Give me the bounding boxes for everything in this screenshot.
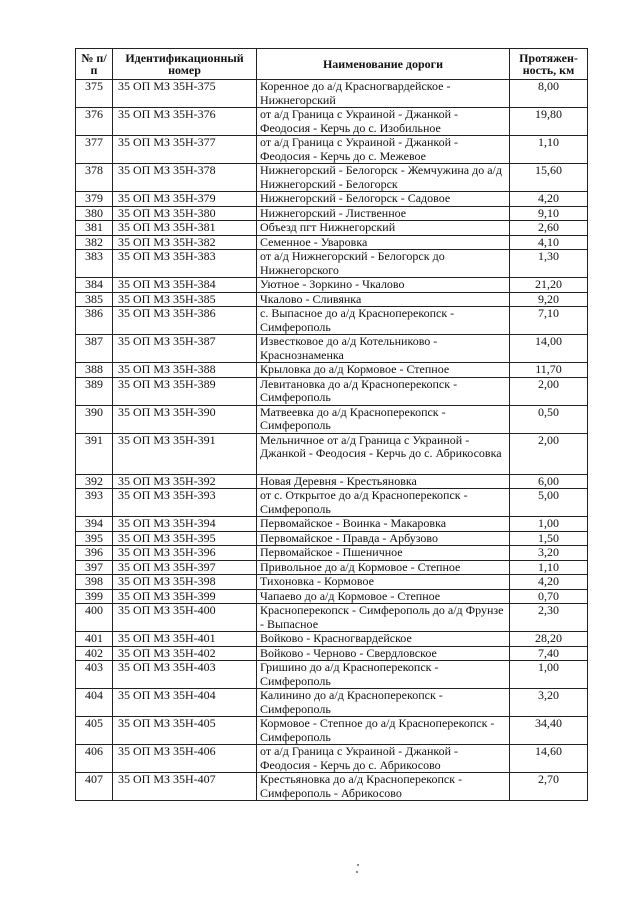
road-length-cell: 9,10 (510, 206, 588, 221)
table-row (76, 717, 588, 745)
road-length-cell: 9,20 (510, 292, 588, 307)
row-number-cell: 405 (76, 717, 113, 745)
table-body (76, 80, 588, 801)
road-id-cell: 35 ОП МЗ 35Н-378 (113, 164, 257, 192)
table-row (76, 689, 588, 717)
road-name-cell: Мельничное от а/д Граница с Украиной - Джанкой - Феодосия - Керчь до с. Абрикосовка (257, 433, 510, 474)
road-length-cell: 2,60 (510, 221, 588, 236)
table-row (76, 377, 588, 405)
table-row (76, 632, 588, 647)
road-name-cell: от а/д Нижнегорский - Белогорск до Нижнегорского (257, 250, 510, 278)
road-length-cell: 1,50 (510, 531, 588, 546)
header-id: Идентификационный номер (113, 49, 257, 80)
row-number-cell: 388 (76, 363, 113, 378)
road-id-cell: 35 ОП МЗ 35Н-400 (113, 604, 257, 632)
row-number-cell: 403 (76, 661, 113, 689)
row-number-cell: 385 (76, 292, 113, 307)
road-length-cell: 5,00 (510, 489, 588, 517)
road-id-cell: 35 ОП МЗ 35Н-402 (113, 646, 257, 661)
row-number-cell: 381 (76, 221, 113, 236)
road-id-cell: 35 ОП МЗ 35Н-399 (113, 589, 257, 604)
road-length-cell: 1,00 (510, 661, 588, 689)
row-number-cell: 404 (76, 689, 113, 717)
road-name-cell: Тихоновка - Кормовое (257, 575, 510, 590)
road-name-cell: с. Выпасное до а/д Красноперекопск - Симферополь (257, 307, 510, 335)
table-row (76, 531, 588, 546)
road-name-cell: Матвеевка до а/д Красноперекопск - Симферополь (257, 405, 510, 433)
road-id-cell: 35 ОП МЗ 35Н-390 (113, 405, 257, 433)
road-id-cell: 35 ОП МЗ 35Н-384 (113, 278, 257, 293)
road-id-cell: 35 ОП МЗ 35Н-401 (113, 632, 257, 647)
road-id-cell: 35 ОП МЗ 35Н-397 (113, 560, 257, 575)
road-length-cell: 1,30 (510, 250, 588, 278)
road-id-cell: 35 ОП МЗ 35Н-407 (113, 773, 257, 801)
road-length-cell: 2,30 (510, 604, 588, 632)
row-number-cell: 378 (76, 164, 113, 192)
road-length-cell: 1,10 (510, 136, 588, 164)
row-number-cell: 386 (76, 307, 113, 335)
road-id-cell: 35 ОП МЗ 35Н-388 (113, 363, 257, 378)
table-row (76, 661, 588, 689)
road-name-cell: Нижнегорский - Белогорск - Жемчужина до а/д Нижнегорский - Белогорск (257, 164, 510, 192)
road-name-cell: Привольное до а/д Кормовое - Степное (257, 560, 510, 575)
road-name-cell: от а/д Граница с Украиной - Джанкой - Феодосия - Керчь до с. Изобильное (257, 108, 510, 136)
roads-table (75, 48, 588, 801)
road-name-cell: Красноперекопск - Симферополь до а/д Фрунзе - Выпасное (257, 604, 510, 632)
row-number-cell: 383 (76, 250, 113, 278)
road-name-cell: Чапаево до а/д Кормовое - Степное (257, 589, 510, 604)
road-name-cell: от а/д Граница с Украиной - Джанкой - Феодосия - Керчь до с. Межевое (257, 136, 510, 164)
road-id-cell: 35 ОП МЗ 35Н-393 (113, 489, 257, 517)
road-length-cell: 8,00 (510, 80, 588, 108)
scan-speck (356, 871, 358, 873)
table-row (76, 474, 588, 489)
road-id-cell: 35 ОП МЗ 35Н-396 (113, 546, 257, 561)
row-number-cell: 398 (76, 575, 113, 590)
road-length-cell: 2,00 (510, 433, 588, 474)
table-row (76, 517, 588, 532)
road-name-cell: Крыловка до а/д Кормовое - Степное (257, 363, 510, 378)
road-length-cell: 28,20 (510, 632, 588, 647)
row-number-cell: 376 (76, 108, 113, 136)
table-row (76, 433, 588, 474)
table-row (76, 745, 588, 773)
header-length: Протяжен-ность, км (510, 49, 588, 80)
road-length-cell: 11,70 (510, 363, 588, 378)
road-name-cell: Войково - Красногвардейское (257, 632, 510, 647)
road-name-cell: Крестьяновка до а/д Красноперекопск - Симферополь - Абрикосово (257, 773, 510, 801)
road-id-cell: 35 ОП МЗ 35Н-375 (113, 80, 257, 108)
table-row (76, 363, 588, 378)
road-length-cell: 34,40 (510, 717, 588, 745)
table-row (76, 646, 588, 661)
road-length-cell: 19,80 (510, 108, 588, 136)
road-length-cell: 4,20 (510, 575, 588, 590)
row-number-cell: 377 (76, 136, 113, 164)
row-number-cell: 379 (76, 192, 113, 207)
row-number-cell: 394 (76, 517, 113, 532)
road-length-cell: 1,00 (510, 517, 588, 532)
road-length-cell: 2,70 (510, 773, 588, 801)
road-length-cell: 6,00 (510, 474, 588, 489)
row-number-cell: 382 (76, 235, 113, 250)
road-name-cell: от а/д Граница с Украиной - Джанкой - Феодосия - Керчь до с. Абрикосово (257, 745, 510, 773)
road-name-cell: Известковое до а/д Котельниково - Краснознаменка (257, 335, 510, 363)
road-name-cell: Новая Деревня - Крестьяновка (257, 474, 510, 489)
table-row (76, 206, 588, 221)
table-row (76, 250, 588, 278)
row-number-cell: 389 (76, 377, 113, 405)
road-id-cell: 35 ОП МЗ 35Н-385 (113, 292, 257, 307)
road-name-cell: Коренное до а/д Красногвардейское - Нижнегорский (257, 80, 510, 108)
road-length-cell: 7,10 (510, 307, 588, 335)
road-id-cell: 35 ОП МЗ 35Н-377 (113, 136, 257, 164)
table-row (76, 292, 588, 307)
road-id-cell: 35 ОП МЗ 35Н-382 (113, 235, 257, 250)
road-id-cell: 35 ОП МЗ 35Н-391 (113, 433, 257, 474)
scan-speck (357, 864, 359, 866)
table-row (76, 589, 588, 604)
road-length-cell: 4,20 (510, 192, 588, 207)
row-number-cell: 375 (76, 80, 113, 108)
road-id-cell: 35 ОП МЗ 35Н-387 (113, 335, 257, 363)
road-length-cell: 3,20 (510, 689, 588, 717)
row-number-cell: 399 (76, 589, 113, 604)
road-name-cell: Первомайское - Воинка - Макаровка (257, 517, 510, 532)
road-name-cell: от с. Открытое до а/д Красноперекопск - Симферополь (257, 489, 510, 517)
road-id-cell: 35 ОП МЗ 35Н-403 (113, 661, 257, 689)
road-length-cell: 2,00 (510, 377, 588, 405)
road-name-cell: Уютное - Зоркино - Чкалово (257, 278, 510, 293)
row-number-cell: 380 (76, 206, 113, 221)
road-name-cell: Войково - Черново - Свердловское (257, 646, 510, 661)
row-number-cell: 391 (76, 433, 113, 474)
road-id-cell: 35 ОП МЗ 35Н-381 (113, 221, 257, 236)
table-row (76, 560, 588, 575)
table-row (76, 80, 588, 108)
table-row (76, 164, 588, 192)
row-number-cell: 396 (76, 546, 113, 561)
row-number-cell: 384 (76, 278, 113, 293)
row-number-cell: 400 (76, 604, 113, 632)
road-id-cell: 35 ОП МЗ 35Н-395 (113, 531, 257, 546)
road-id-cell: 35 ОП МЗ 35Н-406 (113, 745, 257, 773)
road-name-cell: Семенное - Уваровка (257, 235, 510, 250)
table-row (76, 546, 588, 561)
road-length-cell: 4,10 (510, 235, 588, 250)
road-length-cell: 3,20 (510, 546, 588, 561)
table-row (76, 773, 588, 801)
road-name-cell: Первомайское - Пшеничное (257, 546, 510, 561)
row-number-cell: 406 (76, 745, 113, 773)
table-row (76, 221, 588, 236)
road-id-cell: 35 ОП МЗ 35Н-379 (113, 192, 257, 207)
road-length-cell: 14,00 (510, 335, 588, 363)
road-id-cell: 35 ОП МЗ 35Н-383 (113, 250, 257, 278)
road-name-cell: Кормовое - Степное до а/д Красноперекопск - Симферополь (257, 717, 510, 745)
table-row (76, 235, 588, 250)
road-length-cell: 7,40 (510, 646, 588, 661)
road-name-cell: Калинино до а/д Красноперекопск - Симферополь (257, 689, 510, 717)
row-number-cell: 397 (76, 560, 113, 575)
road-name-cell: Гришино до а/д Красноперекопск - Симферополь (257, 661, 510, 689)
row-number-cell: 392 (76, 474, 113, 489)
table-row (76, 405, 588, 433)
table-row (76, 307, 588, 335)
table-row (76, 604, 588, 632)
row-number-cell: 401 (76, 632, 113, 647)
table-row (76, 278, 588, 293)
table-row (76, 575, 588, 590)
road-length-cell: 15,60 (510, 164, 588, 192)
road-id-cell: 35 ОП МЗ 35Н-394 (113, 517, 257, 532)
road-name-cell: Объезд пгт Нижнегорский (257, 221, 510, 236)
road-name-cell: Первомайское - Правда - Арбузово (257, 531, 510, 546)
road-id-cell: 35 ОП МЗ 35Н-380 (113, 206, 257, 221)
row-number-cell: 390 (76, 405, 113, 433)
table-row (76, 335, 588, 363)
road-length-cell: 21,20 (510, 278, 588, 293)
road-name-cell: Нижнегорский - Лиственное (257, 206, 510, 221)
table-row (76, 489, 588, 517)
road-name-cell: Левитановка до а/д Красноперекопск - Симферополь (257, 377, 510, 405)
road-name-cell: Чкалово - Сливянка (257, 292, 510, 307)
road-id-cell: 35 ОП МЗ 35Н-376 (113, 108, 257, 136)
row-number-cell: 402 (76, 646, 113, 661)
road-id-cell: 35 ОП МЗ 35Н-392 (113, 474, 257, 489)
table-header-row (76, 49, 588, 80)
row-number-cell: 393 (76, 489, 113, 517)
road-length-cell: 0,70 (510, 589, 588, 604)
road-name-cell: Нижнегорский - Белогорск - Садовое (257, 192, 510, 207)
road-length-cell: 0,50 (510, 405, 588, 433)
table-row (76, 136, 588, 164)
header-num: № п/п (76, 49, 113, 80)
road-length-cell: 14,60 (510, 745, 588, 773)
row-number-cell: 387 (76, 335, 113, 363)
row-number-cell: 407 (76, 773, 113, 801)
table-row (76, 192, 588, 207)
header-name: Наименование дороги (257, 49, 510, 80)
row-number-cell: 395 (76, 531, 113, 546)
road-length-cell: 1,10 (510, 560, 588, 575)
road-id-cell: 35 ОП МЗ 35Н-398 (113, 575, 257, 590)
road-id-cell: 35 ОП МЗ 35Н-404 (113, 689, 257, 717)
road-id-cell: 35 ОП МЗ 35Н-386 (113, 307, 257, 335)
road-id-cell: 35 ОП МЗ 35Н-389 (113, 377, 257, 405)
road-id-cell: 35 ОП МЗ 35Н-405 (113, 717, 257, 745)
table-row (76, 108, 588, 136)
